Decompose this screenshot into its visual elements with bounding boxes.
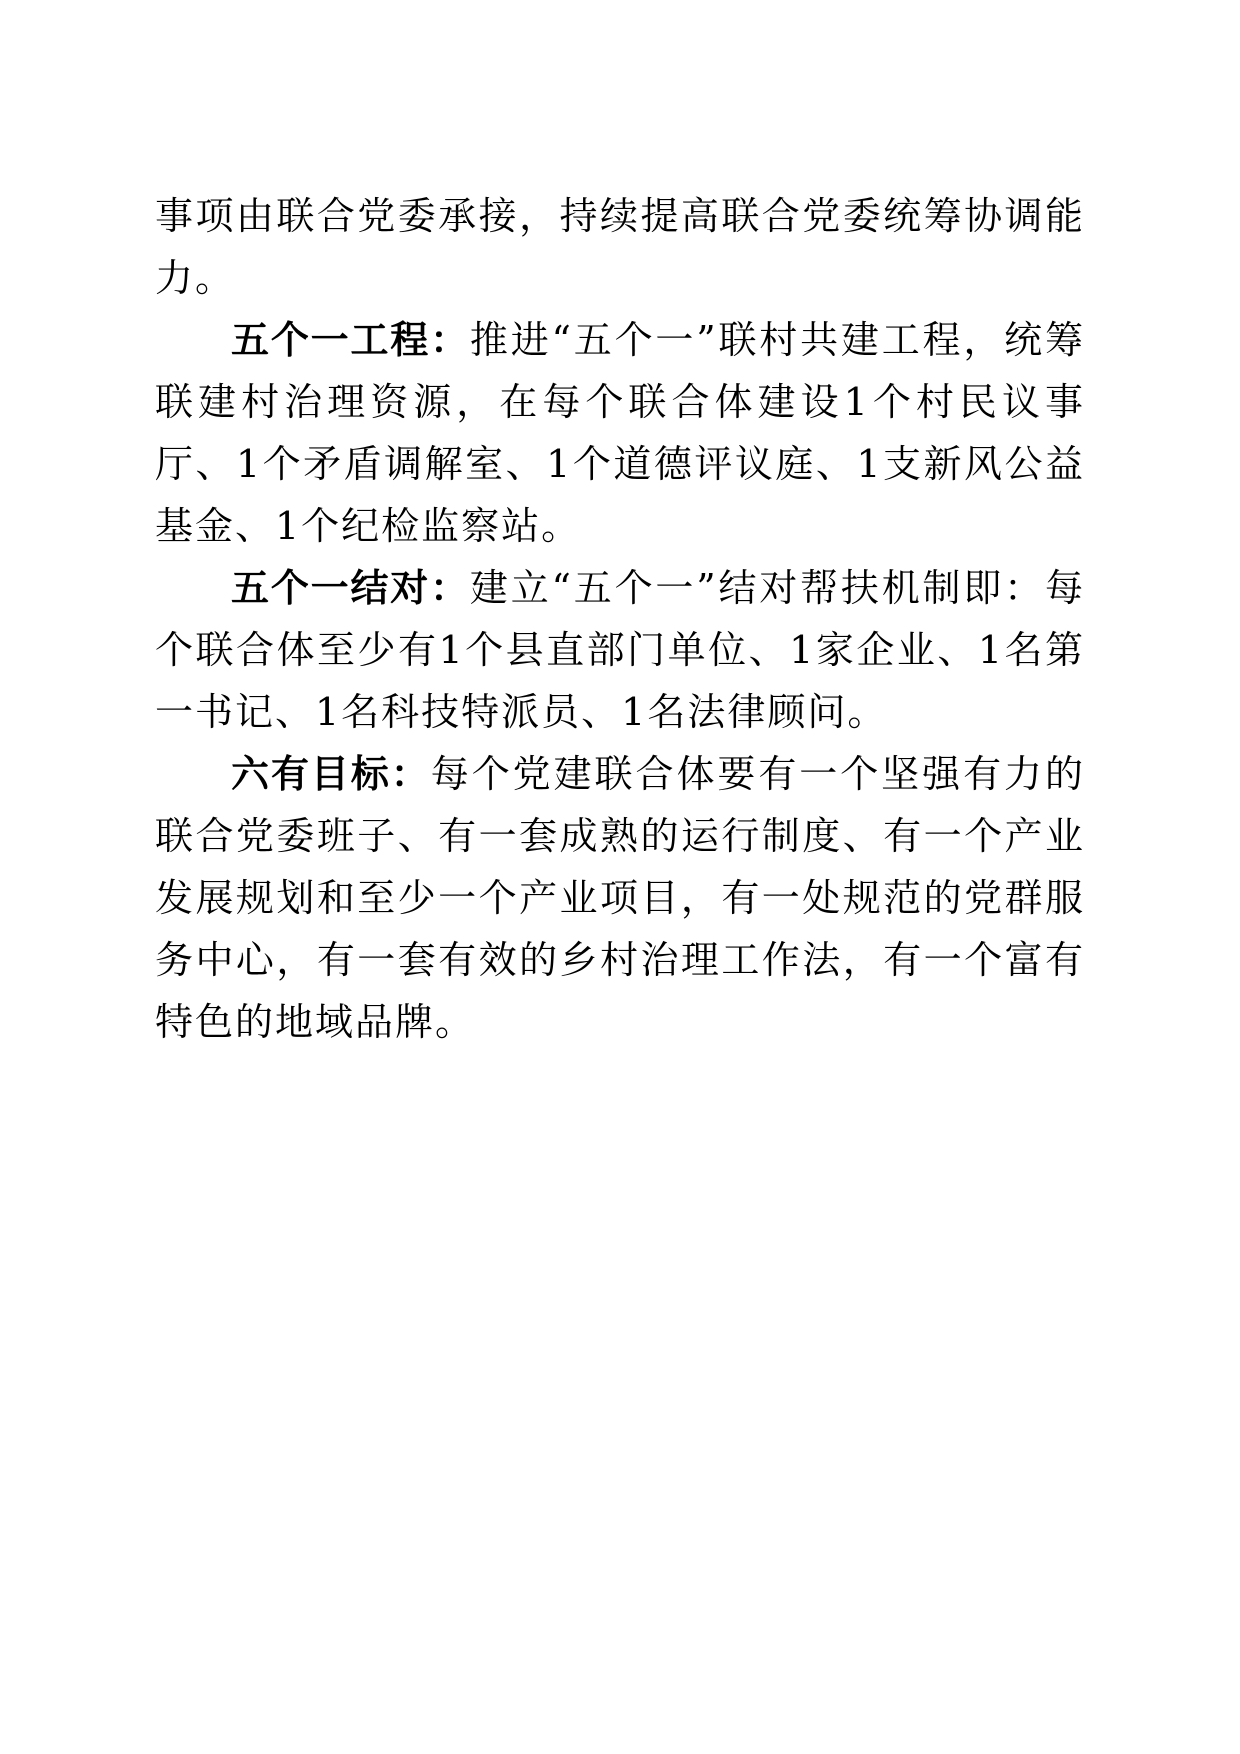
paragraph-heading: 五个一工程： [231,318,470,362]
paragraph-text: 每个党建联合体要有一个坚强有力的联合党委班子、有一套成熟的运行制度、有一个产业发展规划和至少一个产业项目，有一处规范的党群服务中心，有一套有效的乡村治理工作法，有一个富有特色的地域品牌。 [155,752,1085,1044]
paragraph-text: 事项由联合党委承接，持续提高联合党委统筹协调能力。 [155,194,1085,300]
paragraph-five-one-project [155,309,1085,557]
paragraph-heading: 六有目标： [231,752,431,796]
document-body [155,185,1085,1053]
paragraph-continuation [155,185,1085,309]
paragraph-text: 建立“五个一”结对帮扶机制即：每个联合体至少有1个县直部门单位、1家企业、1名第一书记、1名科技特派员、1名法律顾问。 [155,566,1085,734]
paragraph-text: 推进“五个一”联村共建工程，统筹联建村治理资源，在每个联合体建设1个村民议事厅、1个矛盾调解室、1个道德评议庭、1支新风公益基金、1个纪检监察站。 [155,318,1085,548]
paragraph-six-goals [155,743,1085,1053]
paragraph-heading: 五个一结对： [231,566,470,610]
paragraph-five-one-pairing [155,557,1085,743]
